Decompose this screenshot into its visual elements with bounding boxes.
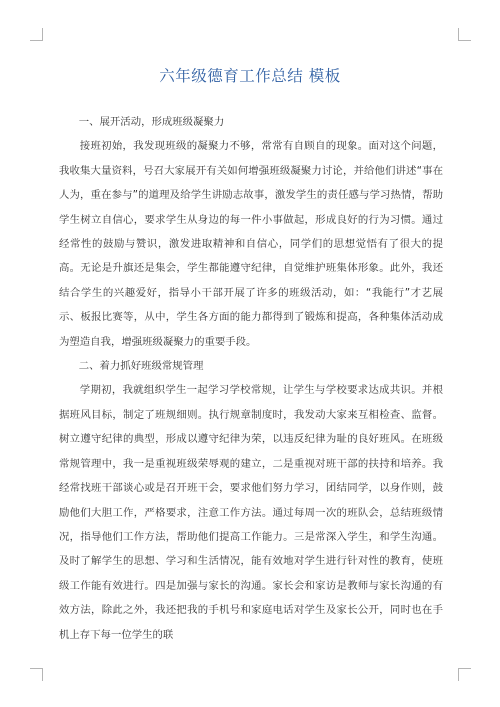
page-title: 六年级德育工作总结 模板 [159, 67, 341, 85]
crop-mark-top-left [30, 28, 43, 41]
body-paragraph-2: 学期初，我就组织学生一起学习学校常规，让学生与学校要求达成共识。并根据班风目标，制定了班规细则。执行规章制度时，我发动大家来互相检查、监督。树立遵守纪律的典型，形成以遵守纪律为荣，以违反纪律为耻的良好班风。在班级常规管理中，我一是重视班级荣辱观的建立，二是重视对班干部的扶持和培养。我经常找班干部谈心或是召开班干会，要求他们努力学习，团结同学，以身作则，鼓励他们大胆工作，严格要求，注意工作方法。通过每周一次的班队会，总结班级情况，指导他们工作方法，帮助他们提高工作能力。三是常深入学生，和学生沟通。及时了解学生的思想、学习和生活情况，能有效地对学生进行针对性的教育，使班级工作能有效进行。四是加强与家长的沟通。家长会和家访是教师与家长沟通的有效方法，除此之外，我还把我的手机号和家庭电话对学生及家长公开，同时也在手机上存下每一位学生的联 [59, 384, 443, 641]
section-heading-1: 一、展开活动，形成班级凝聚力 [78, 116, 225, 128]
crop-mark-bottom-right [458, 668, 471, 681]
document-body [59, 110, 443, 647]
crop-mark-bottom-left [30, 668, 43, 681]
body-paragraph-1: 接班初始，我发现班级的凝聚力不够，常常有自顾自的现象。面对这个问题，我收集大量资料，号召大家展开有关如何增强班级凝聚力讨论，并给他们讲述“事在人为，重在参与”的道理及给学生讲励志故事，激发学生的责任感与学习热情，帮助学生树立自信心，要求学生从身边的每一件小事做起，形成良好的行为习惯。通过经常性的鼓励与赞识，激发进取精神和自信心，同学们的思想觉悟有了很大的提高。无论是升旗还是集会，学生都能遵守纪律，自觉维护班集体形象。此外，我还结合学生的兴趣爱好，指导小干部开展了许多的班级活动，如：“我能行”才艺展示、板报比赛等，从中，学生各方面的能力都得到了锻炼和提高，各种集体活动成为塑造自我，增强班级凝聚力的重要手段。 [59, 140, 443, 348]
crop-mark-top-right [458, 28, 471, 41]
section-heading-2: 二、着力抓好班级常规管理 [78, 360, 204, 373]
